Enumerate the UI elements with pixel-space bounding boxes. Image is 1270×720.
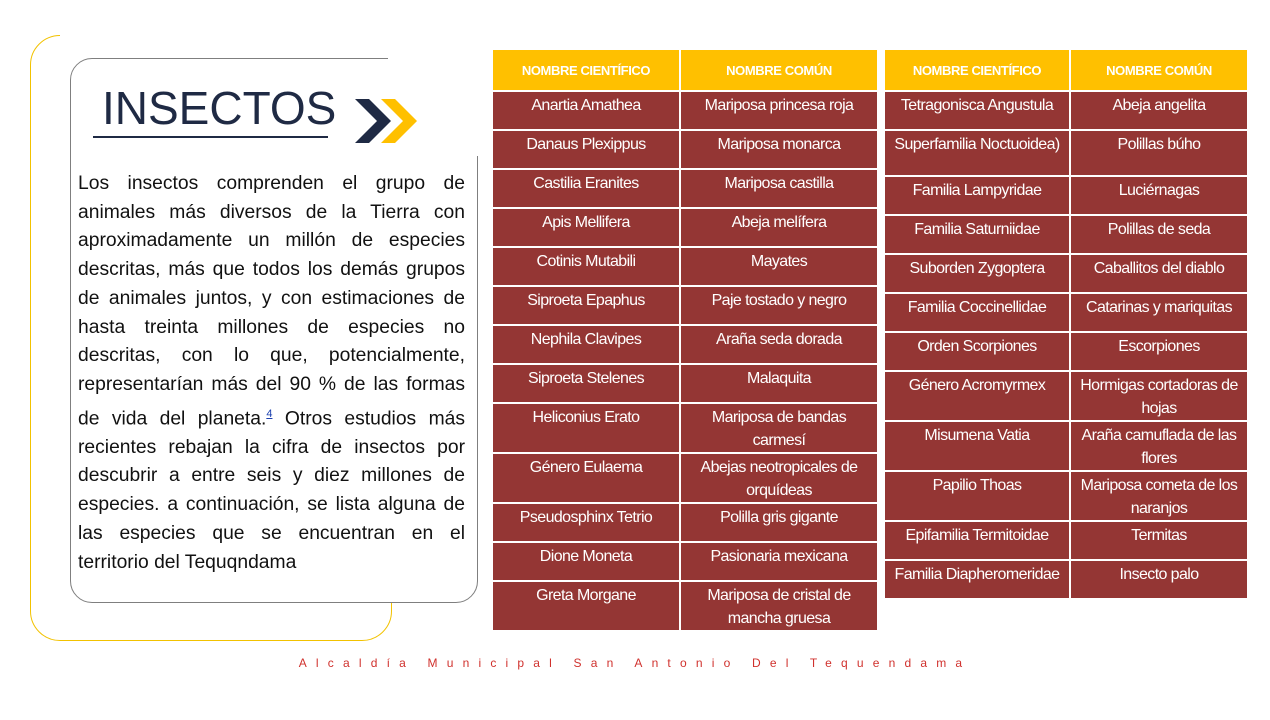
cell-scientific-name: Suborden Zygoptera — [885, 254, 1070, 293]
table-row — [493, 130, 877, 169]
cell-common-name: Termitas — [1070, 521, 1247, 560]
footnote-link[interactable]: 4 — [266, 407, 273, 420]
cell-common-name: Mariposa cometa de los naranjos — [1070, 471, 1247, 521]
cell-common-name: Polillas de seda — [1070, 215, 1247, 254]
cell-scientific-name: Castilia Eranites — [493, 169, 680, 208]
header-common-name: NOMBRE COMÚN — [680, 50, 877, 91]
table-row — [493, 453, 877, 503]
table-row — [885, 332, 1247, 371]
species-table-1 — [493, 50, 877, 630]
cell-common-name: Mariposa de cristal de mancha gruesa — [680, 581, 877, 630]
table-header-row — [885, 50, 1247, 91]
table-row — [885, 130, 1247, 176]
cell-common-name: Abeja angelita — [1070, 91, 1247, 130]
table-row — [493, 169, 877, 208]
title-underline — [93, 136, 328, 138]
table-row — [885, 215, 1247, 254]
table-row — [493, 325, 877, 364]
table-row — [885, 471, 1247, 521]
table-row — [493, 503, 877, 542]
table-row — [885, 176, 1247, 215]
cell-scientific-name: Familia Diapheromeridae — [885, 560, 1070, 598]
cell-scientific-name: Tetragonisca Angustula — [885, 91, 1070, 130]
cell-scientific-name: Orden Scorpiones — [885, 332, 1070, 371]
table-row — [493, 286, 877, 325]
cell-scientific-name: Género Acromyrmex — [885, 371, 1070, 421]
cell-scientific-name: Género Eulaema — [493, 453, 680, 503]
cell-common-name: Mariposa castilla — [680, 169, 877, 208]
table-row — [885, 254, 1247, 293]
cell-common-name: Escorpiones — [1070, 332, 1247, 371]
cell-common-name: Abeja melífera — [680, 208, 877, 247]
table-row — [493, 542, 877, 581]
cell-common-name: Polilla gris gigante — [680, 503, 877, 542]
cell-scientific-name: Superfamilia Noctuoidea) — [885, 130, 1070, 176]
cell-scientific-name: Siproeta Stelenes — [493, 364, 680, 403]
cell-scientific-name: Misumena Vatia — [885, 421, 1070, 471]
table-row — [493, 364, 877, 403]
cell-common-name: Araña camuflada de las flores — [1070, 421, 1247, 471]
frame-gap — [60, 20, 400, 60]
cell-common-name: Paje tostado y negro — [680, 286, 877, 325]
cell-scientific-name: Familia Saturniidae — [885, 215, 1070, 254]
cell-scientific-name: Cotinis Mutabili — [493, 247, 680, 286]
description-paragraph — [78, 170, 465, 577]
cell-common-name: Caballitos del diablo — [1070, 254, 1247, 293]
cell-common-name: Catarinas y mariquitas — [1070, 293, 1247, 332]
cell-scientific-name: Pseudosphinx Tetrio — [493, 503, 680, 542]
page-title: INSECTOS — [102, 82, 337, 134]
cell-scientific-name: Anartia Amathea — [493, 91, 680, 130]
cell-scientific-name: Greta Morgane — [493, 581, 680, 630]
table-row — [885, 521, 1247, 560]
cell-scientific-name: Epifamilia Termitoidae — [885, 521, 1070, 560]
table-row — [493, 403, 877, 453]
header-scientific-name: NOMBRE CIENTÍFICO — [493, 50, 680, 91]
species-table-2 — [885, 50, 1247, 598]
table-row — [885, 293, 1247, 332]
cell-scientific-name: Heliconius Erato — [493, 403, 680, 453]
cell-common-name: Mayates — [680, 247, 877, 286]
cell-common-name: Insecto palo — [1070, 560, 1247, 598]
cell-common-name: Araña seda dorada — [680, 325, 877, 364]
table-row — [493, 208, 877, 247]
description-text-2: Otros estudios más recientes rebajan la cifra de insectos por descubrir a entre seis y diez millones de especies. a continuación, se lista alguna de las especies que se encuentran en el territorio del Tequqndama — [78, 408, 465, 573]
cell-common-name: Luciérnagas — [1070, 176, 1247, 215]
cell-scientific-name: Familia Lampyridae — [885, 176, 1070, 215]
cell-common-name: Malaquita — [680, 364, 877, 403]
cell-common-name: Mariposa princesa roja — [680, 91, 877, 130]
cell-scientific-name: Siproeta Epaphus — [493, 286, 680, 325]
cell-scientific-name: Dione Moneta — [493, 542, 680, 581]
cell-scientific-name: Familia Coccinellidae — [885, 293, 1070, 332]
table-row — [493, 91, 877, 130]
cell-common-name: Mariposa de bandas carmesí — [680, 403, 877, 453]
chevron-right-icon — [355, 99, 421, 143]
cell-common-name: Pasionaria mexicana — [680, 542, 877, 581]
cell-common-name: Hormigas cortadoras de hojas — [1070, 371, 1247, 421]
table-row — [885, 91, 1247, 130]
footer-text: Alcaldía Municipal San Antonio Del Tequendama — [298, 656, 972, 670]
table-row — [493, 581, 877, 630]
cell-common-name: Abejas neotropicales de orquídeas — [680, 453, 877, 503]
table-row — [493, 247, 877, 286]
table-row — [885, 421, 1247, 471]
table-row — [885, 560, 1247, 598]
cell-common-name: Polillas búho — [1070, 130, 1247, 176]
header-common-name: NOMBRE COMÚN — [1070, 50, 1247, 91]
cell-scientific-name: Papilio Thoas — [885, 471, 1070, 521]
cell-scientific-name: Apis Mellifera — [493, 208, 680, 247]
header-scientific-name: NOMBRE CIENTÍFICO — [885, 50, 1070, 91]
cell-scientific-name: Danaus Plexippus — [493, 130, 680, 169]
cell-common-name: Mariposa monarca — [680, 130, 877, 169]
cell-scientific-name: Nephila Clavipes — [493, 325, 680, 364]
table-header-row — [493, 50, 877, 91]
table-row — [885, 371, 1247, 421]
description-text: Los insectos comprenden el grupo de animales más diversos de la Tierra con aproximadamente un millón de especies descritas, más que todos los demás grupos de animales juntos, y con estimaciones de hasta treinta millones de especies no descritas, con lo que, potencialmente, representarían más del 90 % de las formas de vida del planeta. — [78, 173, 465, 430]
